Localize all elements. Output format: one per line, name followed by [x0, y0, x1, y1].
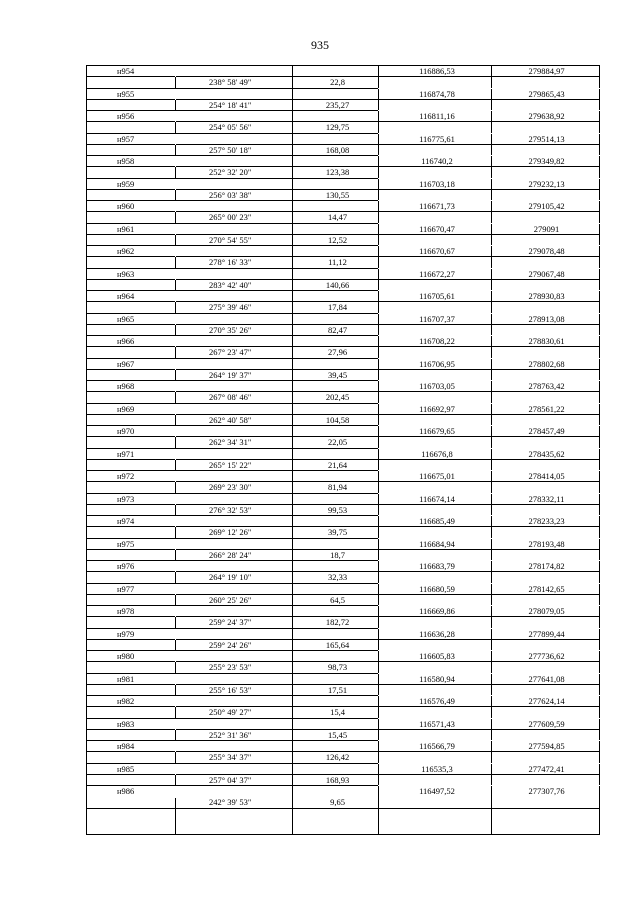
direction-angle: 255° 23' 53" [209, 662, 252, 673]
point-row [87, 89, 599, 100]
direction-angle: 276° 32' 53" [209, 504, 252, 515]
y-coordinate: 277472,41 [528, 763, 565, 774]
y-coordinate: 278561,22 [528, 403, 565, 414]
point-row [87, 66, 599, 77]
y-coordinate: 278802,68 [528, 358, 565, 369]
x-coordinate: 116886,53 [419, 66, 455, 76]
direction-angle: 238° 58' 49" [209, 77, 252, 88]
point-row [87, 201, 599, 212]
x-coordinate: 116671,73 [419, 201, 455, 211]
direction-angle: 269° 23' 30" [209, 482, 252, 493]
point-id: н980 [117, 651, 135, 661]
point-row [87, 314, 599, 325]
direction-angle: 259° 24' 26" [209, 639, 252, 650]
point-row [87, 494, 599, 505]
point-id: н956 [117, 111, 135, 121]
point-id: н966 [117, 336, 135, 346]
direction-angle: 255° 34' 37" [209, 752, 252, 763]
point-id: н959 [117, 178, 135, 189]
x-coordinate: 116680,59 [419, 583, 455, 594]
y-coordinate: 279067,48 [528, 268, 565, 279]
point-row [87, 539, 599, 550]
segment-row [87, 415, 599, 426]
direction-angle: 264° 19' 37" [209, 369, 252, 380]
segment-length: 11,12 [328, 257, 347, 268]
x-coordinate: 116703,05 [419, 381, 455, 391]
segment-row [87, 145, 599, 156]
direction-angle: 254° 05' 56" [209, 122, 252, 133]
point-row [87, 404, 599, 415]
direction-angle: 267° 23' 47" [209, 347, 252, 358]
direction-angle: 283° 42' 40" [209, 279, 252, 290]
x-coordinate: 116707,37 [419, 313, 455, 324]
point-row [87, 336, 599, 347]
point-id: н963 [117, 268, 135, 279]
segment-length: 140,66 [325, 279, 350, 290]
y-coordinate: 278830,61 [528, 336, 565, 346]
point-row [87, 561, 599, 572]
segment-row [87, 707, 599, 718]
y-coordinate: 279091 [533, 223, 560, 234]
point-id: н981 [117, 673, 135, 684]
point-id: н977 [117, 583, 135, 594]
x-coordinate: 116775,61 [419, 133, 455, 144]
segment-length: 39,75 [327, 527, 348, 538]
direction-angle: 269° 12' 26" [209, 527, 252, 538]
segment-length: 22,8 [330, 77, 345, 88]
direction-angle: 266° 28' 24" [209, 549, 252, 560]
direction-angle: 265° 15' 22" [209, 459, 252, 470]
direction-angle: 270° 35' 26" [209, 324, 252, 335]
x-coordinate: 116566,79 [419, 741, 455, 751]
segment-row [87, 527, 599, 538]
point-row [87, 696, 599, 707]
x-coordinate: 116675,01 [419, 471, 455, 481]
y-coordinate: 278174,82 [528, 561, 565, 571]
y-coordinate: 279514,13 [528, 133, 565, 144]
x-coordinate: 116703,18 [419, 178, 455, 189]
point-id: н985 [117, 763, 135, 774]
y-coordinate: 278193,48 [528, 538, 565, 549]
y-coordinate: 279884,97 [528, 66, 565, 76]
y-coordinate: 278913,08 [528, 313, 565, 324]
segment-length: 168,93 [325, 774, 350, 785]
direction-angle: 250° 49' 27" [209, 707, 252, 718]
point-id: н958 [117, 156, 135, 166]
point-row [87, 134, 599, 145]
y-coordinate: 278763,42 [528, 381, 565, 391]
direction-angle: 242° 39' 53" [209, 797, 252, 808]
segment-length: 130,55 [325, 189, 350, 200]
y-coordinate: 277641,08 [528, 673, 565, 684]
segment-row [87, 325, 599, 336]
direction-angle: 265° 00' 23" [209, 212, 252, 223]
y-coordinate: 277624,14 [528, 696, 565, 706]
segment-row [87, 685, 599, 696]
segment-length: 27,96 [327, 347, 348, 358]
y-coordinate: 278142,65 [528, 583, 565, 594]
segment-row [87, 100, 599, 111]
point-row [87, 516, 599, 527]
x-coordinate: 116672,27 [419, 268, 455, 279]
point-row [87, 246, 599, 257]
x-coordinate: 116874,78 [419, 88, 455, 99]
point-row [87, 269, 599, 280]
x-coordinate: 116670,67 [419, 246, 455, 256]
segment-row [87, 797, 599, 808]
segment-row [87, 302, 599, 313]
direction-angle: 256° 03' 38" [209, 189, 252, 200]
segment-length: 32,33 [327, 572, 348, 583]
point-id: н972 [117, 471, 135, 481]
direction-angle: 262° 34' 31" [209, 437, 252, 448]
point-row [87, 291, 599, 302]
y-coordinate: 278414,05 [528, 471, 565, 481]
point-id: н957 [117, 133, 135, 144]
segment-length: 129,75 [325, 122, 350, 133]
segment-row [87, 595, 599, 606]
y-coordinate: 278079,05 [528, 606, 565, 616]
segment-row [87, 775, 599, 786]
x-coordinate: 116692,97 [419, 403, 455, 414]
x-coordinate: 116679,65 [419, 426, 455, 436]
segment-length: 98,73 [327, 662, 348, 673]
segment-length: 123,38 [325, 167, 350, 178]
y-coordinate: 279865,43 [528, 88, 565, 99]
point-id: н971 [117, 448, 135, 459]
point-row [87, 426, 599, 437]
point-row [87, 741, 599, 752]
segment-row [87, 77, 599, 88]
segment-length: 165,64 [325, 639, 350, 650]
point-id: н983 [117, 718, 135, 729]
point-id: н961 [117, 223, 135, 234]
y-coordinate: 277736,62 [528, 651, 565, 661]
x-coordinate: 116676,8 [421, 448, 453, 459]
direction-angle: 254° 18' 41" [209, 99, 252, 110]
y-coordinate: 278457,49 [528, 426, 565, 436]
x-coordinate: 116706,95 [419, 358, 455, 369]
segment-row [87, 550, 599, 561]
y-coordinate: 279349,82 [528, 156, 565, 166]
point-id: н965 [117, 313, 135, 324]
segment-length: 202,45 [325, 392, 350, 403]
segment-row [87, 392, 599, 403]
segment-length: 17,51 [327, 684, 348, 695]
segment-row [87, 640, 599, 651]
x-coordinate: 116576,49 [419, 696, 455, 706]
point-row [87, 651, 599, 662]
point-id: н976 [117, 561, 135, 571]
point-row [87, 674, 599, 685]
segment-row [87, 617, 599, 628]
segment-length: 99,53 [327, 504, 348, 515]
segment-row [87, 280, 599, 291]
x-coordinate: 116683,79 [419, 561, 455, 571]
direction-angle: 275° 39' 46" [209, 302, 252, 313]
point-id: н979 [117, 628, 135, 639]
coordinates-table [86, 65, 600, 835]
x-coordinate: 116685,49 [419, 516, 455, 526]
point-row [87, 629, 599, 640]
segment-length: 21,64 [327, 459, 348, 470]
y-coordinate: 277594,85 [528, 741, 565, 751]
point-row [87, 471, 599, 482]
segment-row [87, 190, 599, 201]
direction-angle: 257° 50' 18" [209, 144, 252, 155]
segment-length: 9,65 [330, 797, 345, 808]
direction-angle: 255° 16' 53" [209, 684, 252, 695]
x-coordinate: 116674,14 [419, 493, 455, 504]
segment-row [87, 167, 599, 178]
x-coordinate: 116636,28 [419, 628, 455, 639]
y-coordinate: 278233,23 [528, 516, 565, 526]
point-id: н960 [117, 201, 135, 211]
x-coordinate: 116708,22 [419, 336, 455, 346]
point-row [87, 786, 599, 797]
x-coordinate: 116580,94 [419, 673, 455, 684]
direction-angle: 259° 24' 37" [209, 617, 252, 628]
segment-length: 17,84 [327, 302, 348, 313]
direction-angle: 264° 19' 10" [209, 572, 252, 583]
segment-row [87, 662, 599, 673]
point-row [87, 156, 599, 167]
y-coordinate: 278435,62 [528, 448, 565, 459]
point-id: н984 [117, 741, 135, 751]
point-row [87, 111, 599, 122]
point-row [87, 359, 599, 370]
x-coordinate: 116740,2 [421, 156, 453, 166]
segment-length: 18,7 [330, 549, 345, 560]
y-coordinate: 279078,48 [528, 246, 565, 256]
x-coordinate: 116684,94 [419, 538, 455, 549]
segment-length: 39,45 [327, 369, 348, 380]
point-row [87, 381, 599, 392]
point-row [87, 764, 599, 775]
y-coordinate: 279638,92 [528, 111, 565, 121]
direction-angle: 260° 25' 26" [209, 594, 252, 605]
segment-row [87, 122, 599, 133]
y-coordinate: 278332,11 [528, 493, 565, 504]
y-coordinate: 277307,76 [528, 786, 565, 796]
segment-row [87, 730, 599, 741]
point-id: н973 [117, 493, 135, 504]
segment-row [87, 482, 599, 493]
x-coordinate: 116670,47 [419, 223, 455, 234]
x-coordinate: 116811,16 [419, 111, 455, 121]
segment-length: 15,4 [330, 707, 345, 718]
x-coordinate: 116705,61 [419, 291, 455, 301]
direction-angle: 278° 16' 33" [209, 257, 252, 268]
point-row [87, 584, 599, 595]
y-coordinate: 277609,59 [528, 718, 565, 729]
point-id: н970 [117, 426, 135, 436]
x-coordinate: 116571,43 [419, 718, 455, 729]
point-row [87, 179, 599, 190]
segment-row [87, 370, 599, 381]
segment-length: 15,45 [327, 729, 348, 740]
point-id: н969 [117, 403, 135, 414]
segment-length: 14,47 [327, 212, 348, 223]
segment-row [87, 572, 599, 583]
y-coordinate: 279105,42 [528, 201, 565, 211]
point-row [87, 224, 599, 235]
direction-angle: 252° 32' 20" [209, 167, 252, 178]
direction-angle: 257° 04' 37" [209, 774, 252, 785]
point-id: н975 [117, 538, 135, 549]
point-row [87, 449, 599, 460]
segment-row [87, 347, 599, 358]
x-coordinate: 116535,3 [421, 763, 453, 774]
segment-length: 64,5 [330, 594, 345, 605]
segment-row [87, 257, 599, 268]
segment-length: 81,94 [327, 482, 348, 493]
x-coordinate: 116669,86 [419, 606, 455, 616]
segment-length: 126,42 [325, 752, 350, 763]
point-id: н954 [117, 66, 135, 76]
segment-row [87, 505, 599, 516]
point-id: н962 [117, 246, 135, 256]
y-coordinate: 278930,83 [528, 291, 565, 301]
direction-angle: 262° 40' 58" [209, 414, 252, 425]
y-coordinate: 279232,13 [528, 178, 565, 189]
x-coordinate: 116605,83 [419, 651, 455, 661]
point-id: н968 [117, 381, 135, 391]
segment-row [87, 437, 599, 448]
point-id: н978 [117, 606, 135, 616]
segment-length: 22,05 [327, 437, 348, 448]
segment-row [87, 460, 599, 471]
direction-angle: 270° 54' 55" [209, 234, 252, 245]
point-row [87, 719, 599, 730]
segment-length: 182,72 [325, 617, 350, 628]
point-id: н986 [117, 786, 135, 796]
segment-length: 235,27 [325, 99, 350, 110]
point-id: н964 [117, 291, 135, 301]
x-coordinate: 116497,52 [419, 786, 455, 796]
segment-length: 82,47 [327, 324, 348, 335]
direction-angle: 252° 31' 36" [209, 729, 252, 740]
point-id: н982 [117, 696, 135, 706]
point-id: н955 [117, 88, 135, 99]
segment-row [87, 752, 599, 763]
point-id: н974 [117, 516, 135, 526]
segment-length: 104,58 [325, 414, 350, 425]
segment-length: 12,52 [327, 234, 348, 245]
direction-angle: 267° 08' 46" [209, 392, 252, 403]
y-coordinate: 277899,44 [528, 628, 565, 639]
segment-row [87, 212, 599, 223]
segment-length: 168,08 [325, 144, 350, 155]
page-number: 935 [311, 38, 329, 52]
point-row [87, 606, 599, 617]
segment-row [87, 235, 599, 246]
point-id: н967 [117, 358, 135, 369]
